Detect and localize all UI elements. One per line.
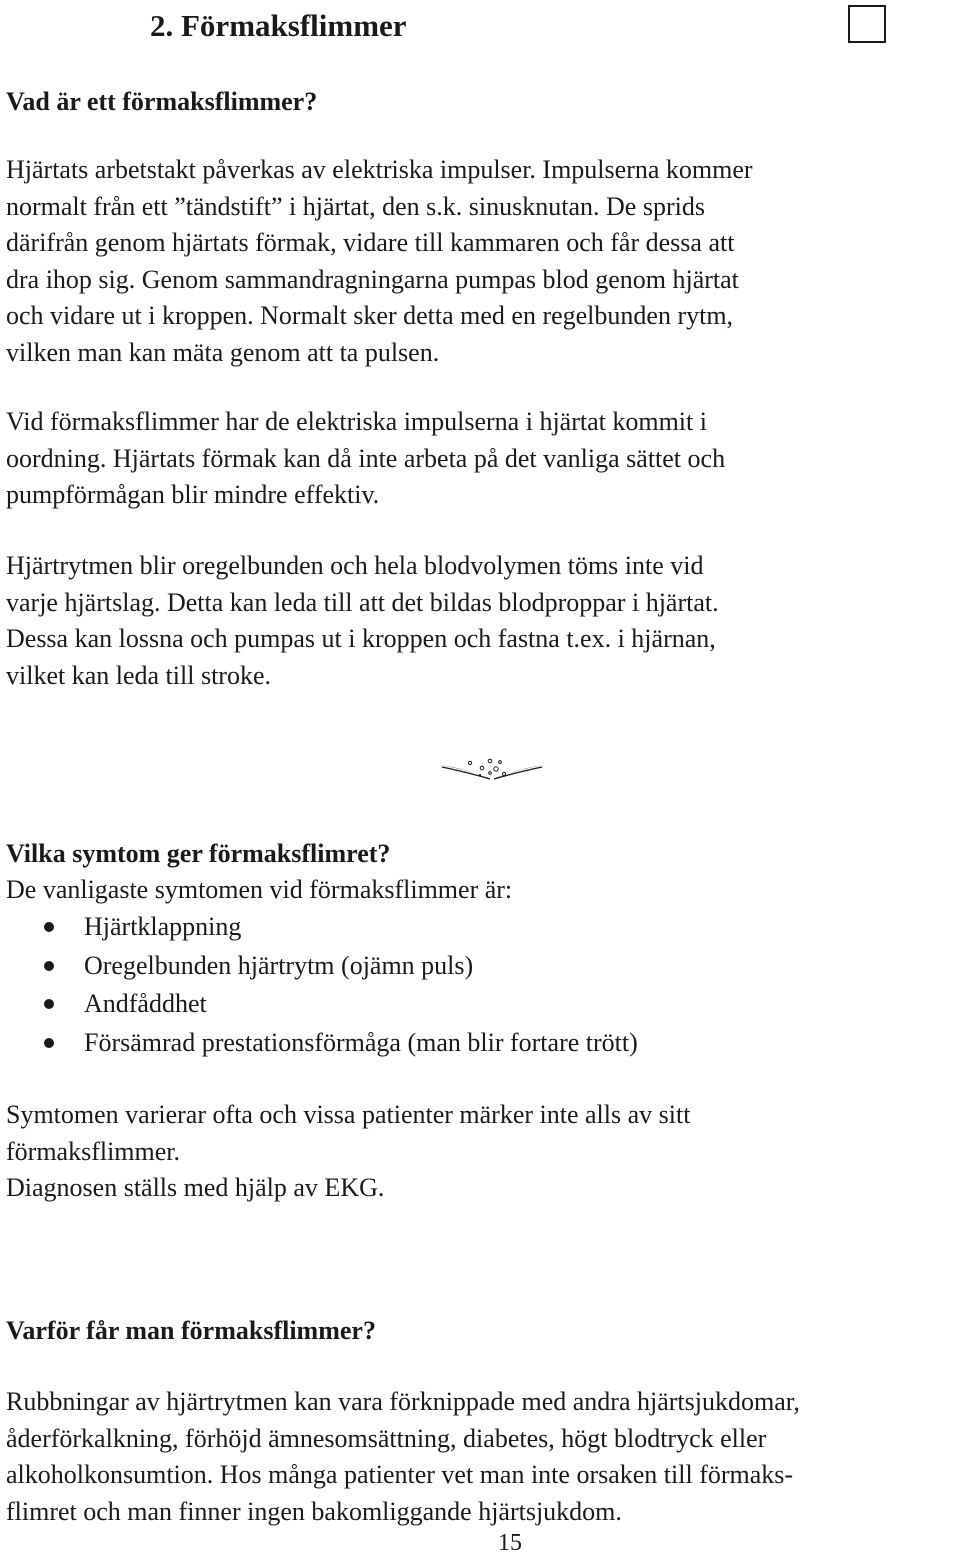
paragraph-symptoms-vary <box>6 1097 956 1207</box>
paragraph-line: pumpförmågan blir mindre effektiv. <box>6 480 380 509</box>
paragraph-line: Vid förmaksflimmer har de elektriska impulserna i hjärtat kommit i <box>6 407 707 436</box>
paragraph-line: dra ihop sig. Genom sammandragningarna pumpas blod genom hjärtat <box>6 264 739 294</box>
list-item-label: Hjärtklappning <box>84 912 242 941</box>
paragraph-line: Symtomen varierar ofta och vissa patienter märker inte alls av sitt <box>6 1100 691 1129</box>
bullet-icon <box>44 961 54 971</box>
paragraph-line: vilket kan leda till stroke. <box>6 660 271 690</box>
paragraph-impulses <box>6 152 956 371</box>
paragraph-causes <box>6 1384 956 1530</box>
paragraph-disorder <box>6 404 956 514</box>
paragraph-line: åderförkalkning, förhöjd ämnesomsättning, diabetes, högt blodtryck eller <box>6 1423 767 1453</box>
paragraph-line: och vidare ut i kroppen. Normalt sker detta med en regelbunden rytm, <box>6 301 734 330</box>
list-item-label: Oregelbunden hjärtrytm (ojämn puls) <box>84 950 474 980</box>
paragraph-symptoms-intro <box>6 872 956 909</box>
list-item <box>0 1024 950 1063</box>
paragraph-line: vilken man kan mäta genom att ta pulsen. <box>6 337 440 367</box>
paragraph-line: flimret och man finner ingen bakomliggande hjärtsjukdom. <box>6 1496 622 1526</box>
section-heading-symptoms: Vilka symtom ger förmaksflimret? <box>6 839 391 868</box>
paragraph-line: normalt från ett ”tändstift” i hjärtat, den s.k. sinusknutan. De sprids <box>6 191 705 221</box>
paragraph-line: därifrån genom hjärtats förmak, vidare till kammaren och får dessa att <box>6 228 735 257</box>
section-heading-what-is: Vad är ett förmaksflimmer? <box>6 87 318 116</box>
paragraph-line: Dessa kan lossna och pumpas ut i kroppen och fastna t.ex. i hjärnan, <box>6 624 716 653</box>
symptom-list <box>0 908 950 1062</box>
paragraph-line: Hjärtrytmen blir oregelbunden och hela blodvolymen töms inte vid <box>6 551 704 580</box>
list-item-label: Andfåddhet <box>84 989 207 1018</box>
paragraph-line: Diagnosen ställs med hjälp av EKG. <box>6 1173 385 1202</box>
list-item-label: Försämrad prestationsförmåga (man blir fortare trött) <box>84 1027 638 1057</box>
paragraph-line: Rubbningar av hjärtrytmen kan vara förknippade med andra hjärtsjukdomar, <box>6 1387 800 1416</box>
paragraph-line: alkoholkonsumtion. Hos många patienter vet man inte orsaken till förmaks- <box>6 1460 794 1489</box>
paragraph-line: Hjärtats arbetstakt påverkas av elektriska impulser. Impulserna kommer <box>6 155 753 184</box>
chapter-title: 2. Förmaksflimmer <box>150 8 407 43</box>
paragraph-line: förmaksflimmer. <box>6 1136 181 1166</box>
bullet-icon <box>44 1038 54 1048</box>
section-heading-causes: Varför får man förmaksflimmer? <box>6 1316 376 1345</box>
paragraph-line: varje hjärtslag. Detta kan leda till att det bildas blodproppar i hjärtat. <box>6 587 719 617</box>
paragraph-line: De vanligaste symtomen vid förmaksflimmer är: <box>6 875 513 904</box>
list-item <box>0 947 950 986</box>
bullet-icon <box>44 999 54 1009</box>
bullet-icon <box>44 922 54 932</box>
ornament-divider-icon <box>438 755 546 787</box>
paragraph-line: oordning. Hjärtats förmak kan då inte arbeta på det vanliga sättet och <box>6 443 726 473</box>
list-item <box>0 908 950 947</box>
page-number: 15 <box>498 1530 522 1556</box>
list-item <box>0 985 950 1024</box>
checkbox[interactable] <box>848 5 886 43</box>
paragraph-rhythm <box>6 548 956 694</box>
